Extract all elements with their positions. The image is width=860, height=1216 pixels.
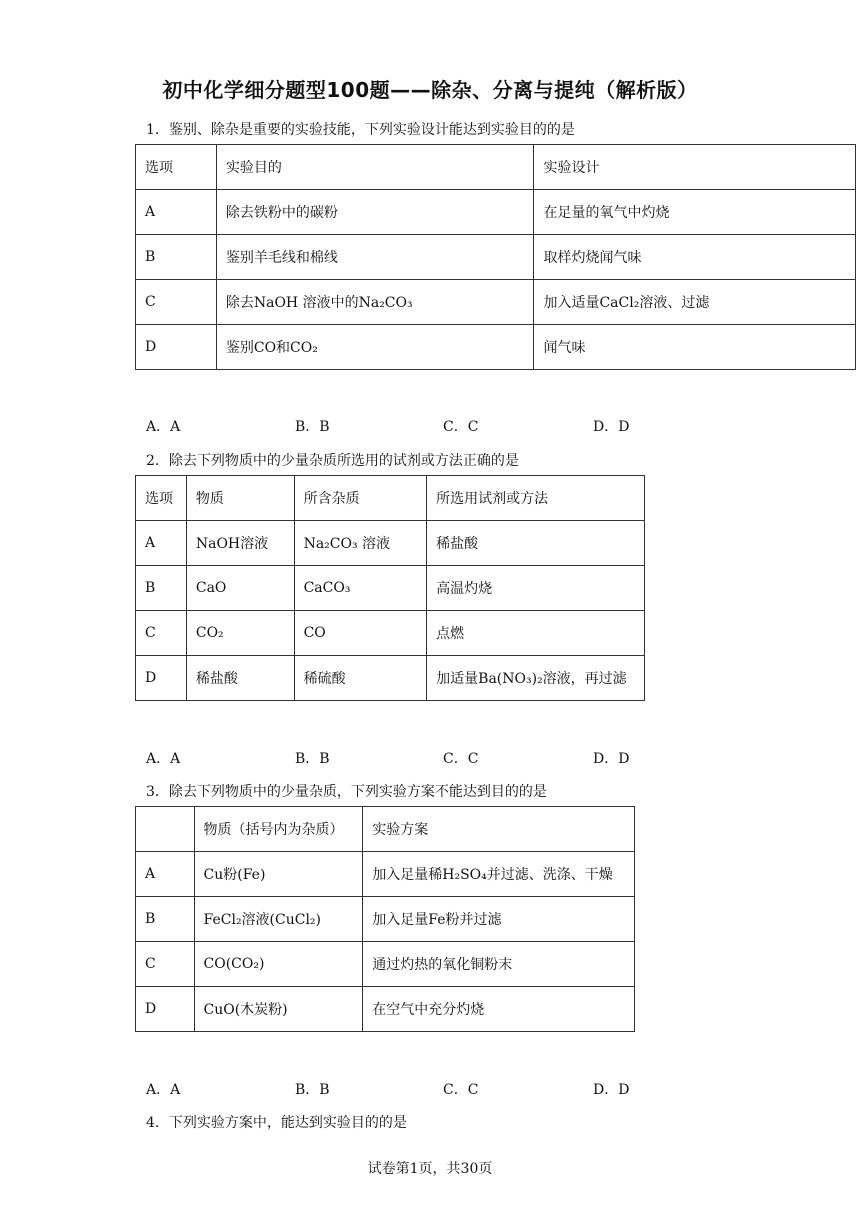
question-4-stem: 4．下列实验方案中，能达到实验目的的是: [146, 1115, 407, 1131]
header-cell: 实验设计: [534, 145, 856, 190]
option-b[interactable]: B．B: [295, 419, 330, 435]
table-header-row: [136, 145, 856, 190]
table-cell: 闻气味: [534, 325, 856, 370]
table-cell: C: [136, 942, 195, 987]
header-cell: 实验目的: [216, 145, 534, 190]
table-cell: 通过灼热的氧化铜粉末: [363, 942, 635, 987]
table-row: [136, 280, 856, 325]
table-cell: 在空气中充分灼烧: [363, 987, 635, 1032]
option-d[interactable]: D．D: [593, 751, 630, 767]
question-1-table: [135, 144, 856, 370]
option-d[interactable]: D．D: [593, 419, 630, 435]
table-cell: D: [136, 987, 195, 1032]
table-cell: 鉴别CO和CO₂: [216, 325, 534, 370]
question-1-stem: 1．鉴别、除杂是重要的实验技能，下列实验设计能达到实验目的的是: [146, 122, 575, 138]
question-3-options: [146, 1079, 646, 1099]
table-header-row: [136, 807, 635, 852]
table-cell: A: [136, 190, 217, 235]
option-a[interactable]: A．A: [146, 751, 181, 767]
option-d[interactable]: D．D: [593, 1082, 630, 1098]
table-cell: 加入足量Fe粉并过滤: [363, 897, 635, 942]
option-c[interactable]: C．C: [443, 1082, 479, 1098]
table-row: [136, 325, 856, 370]
question-3-stem: 3．除去下列物质中的少量杂质，下列实验方案不能达到目的的是: [146, 784, 547, 800]
table-cell: B: [136, 566, 187, 611]
question-3-table: [135, 806, 635, 1032]
table-cell: C: [136, 280, 217, 325]
table-cell: FeCl₂溶液(CuCl₂): [194, 897, 363, 942]
table-cell: D: [136, 325, 217, 370]
table-cell: CO₂: [186, 611, 294, 656]
table-row: [136, 942, 635, 987]
question-2-options: [146, 748, 646, 768]
option-c[interactable]: C．C: [443, 751, 479, 767]
table-cell: A: [136, 852, 195, 897]
table-cell: Na₂CO₃ 溶液: [294, 521, 427, 566]
table-cell: Cu粉(Fe): [194, 852, 363, 897]
table-cell: 加适量Ba(NO₃)₂溶液，再过滤: [427, 656, 645, 701]
question-1-options: [146, 416, 646, 436]
table-row: [136, 656, 645, 701]
page-title: 初中化学细分题型100题——除杂、分离与提纯（解析版）: [162, 78, 698, 102]
option-b[interactable]: B．B: [295, 1082, 330, 1098]
header-cell: 所选用试剂或方法: [427, 476, 645, 521]
table-cell: NaOH溶液: [186, 521, 294, 566]
option-a[interactable]: A．A: [146, 1082, 181, 1098]
table-cell: C: [136, 611, 187, 656]
table-cell: 稀盐酸: [427, 521, 645, 566]
header-cell: 选项: [136, 476, 187, 521]
table-cell: 除去NaOH 溶液中的Na₂CO₃: [216, 280, 534, 325]
table-cell: 鉴别羊毛线和棉线: [216, 235, 534, 280]
header-cell: [136, 807, 195, 852]
option-c[interactable]: C．C: [443, 419, 479, 435]
table-cell: CaO: [186, 566, 294, 611]
question-2-stem: 2．除去下列物质中的少量杂质所选用的试剂或方法正确的是: [146, 453, 519, 469]
table-row: [136, 566, 645, 611]
table-row: [136, 897, 635, 942]
table-cell: 除去铁粉中的碳粉: [216, 190, 534, 235]
question-2-table: [135, 475, 645, 701]
header-cell: 物质: [186, 476, 294, 521]
table-cell: 取样灼烧闻气味: [534, 235, 856, 280]
table-cell: CuO(木炭粉): [194, 987, 363, 1032]
option-b[interactable]: B．B: [295, 751, 330, 767]
table-cell: 加入适量CaCl₂溶液、过滤: [534, 280, 856, 325]
table-cell: CaCO₃: [294, 566, 427, 611]
table-cell: 在足量的氧气中灼烧: [534, 190, 856, 235]
table-cell: 稀硫酸: [294, 656, 427, 701]
header-cell: 所含杂质: [294, 476, 427, 521]
table-cell: B: [136, 235, 217, 280]
table-cell: 点燃: [427, 611, 645, 656]
table-cell: 高温灼烧: [427, 566, 645, 611]
table-cell: D: [136, 656, 187, 701]
table-row: [136, 190, 856, 235]
table-row: [136, 611, 645, 656]
header-cell: 物质（括号内为杂质）: [194, 807, 363, 852]
table-header-row: [136, 476, 645, 521]
table-cell: A: [136, 521, 187, 566]
table-cell: 稀盐酸: [186, 656, 294, 701]
table-row: [136, 987, 635, 1032]
header-cell: 选项: [136, 145, 217, 190]
table-cell: B: [136, 897, 195, 942]
header-cell: 实验方案: [363, 807, 635, 852]
table-row: [136, 521, 645, 566]
table-row: [136, 852, 635, 897]
table-cell: CO(CO₂): [194, 942, 363, 987]
option-a[interactable]: A．A: [146, 419, 181, 435]
page-footer: 试卷第1页，共30页: [367, 1161, 493, 1177]
table-cell: CO: [294, 611, 427, 656]
table-row: [136, 235, 856, 280]
table-cell: 加入足量稀H₂SO₄并过滤、洗涤、干燥: [363, 852, 635, 897]
